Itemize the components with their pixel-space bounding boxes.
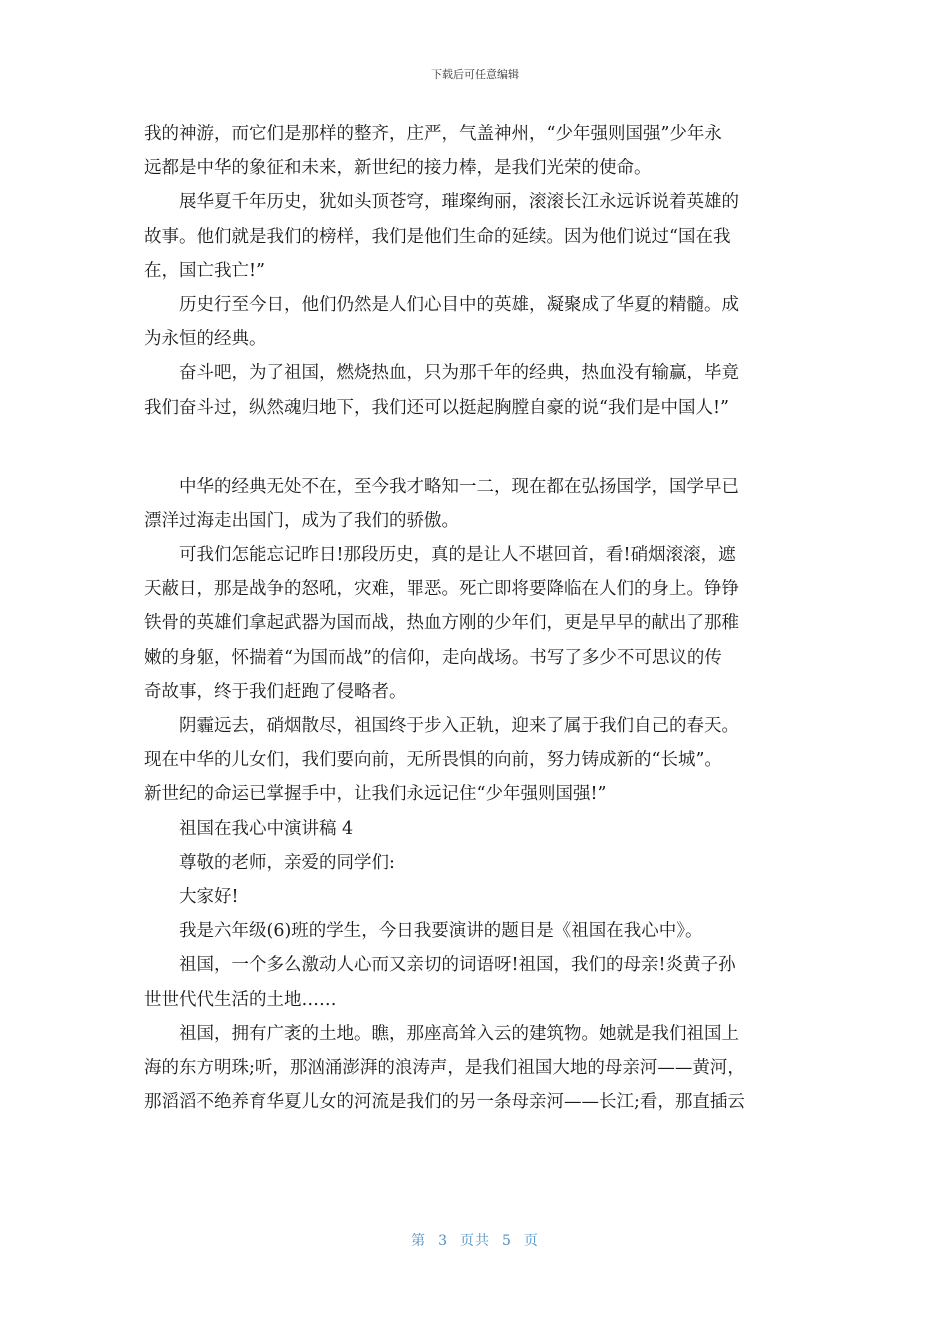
- paragraph-line: 阴霾远去，硝烟散尽，祖国终于步入正轨，迎来了属于我们自己的春天。: [179, 716, 739, 736]
- page-footer: [0, 1230, 950, 1250]
- paragraph-line: 奇故事，终于我们赶跑了侵略者。: [144, 681, 407, 702]
- paragraph-line: 展华夏千年历史，犹如头顶苍穹，璀璨绚丽，滚滚长江永远诉说着英雄的: [179, 192, 739, 213]
- paragraph-line: 海的东方明珠;听，那汹涌澎湃的浪涛声，是我们祖国大地的母亲河——黄河，: [144, 1057, 745, 1078]
- paragraph-line: 我是六年级(6)班的学生，今日我要演讲的题目是《祖国在我心中》。: [179, 921, 703, 942]
- paragraph-line: 现在中华的儿女们，我们要向前，无所畏惧的向前，努力铸成新的“长城”。: [144, 750, 722, 771]
- paragraph-line: 新世纪的命运已掌握手中，让我们永远记住“少年强则国强!”: [144, 784, 607, 805]
- paragraph-gap: [144, 425, 808, 470]
- paragraph-line: 历史行至今日，他们仍然是人们心目中的英雄，凝聚成了华夏的精髓。成: [179, 294, 739, 315]
- paragraph-line: 我们奋斗过，纵然魂归地下，我们还可以挺起胸膛自豪的说“我们是中国人!”: [144, 397, 729, 418]
- paragraph-line: 在，国亡我亡!”: [144, 260, 265, 281]
- paragraph-line: 为永恒的经典。: [144, 329, 267, 350]
- paragraph-line: 那滔滔不绝养育华夏儿女的河流是我们的另一条母亲河——长江;看，那直插云: [144, 1092, 745, 1113]
- document-body: [144, 117, 808, 1119]
- paragraph-line: 嫩的身躯，怀揣着“为国而战”的信仰，走向战场。书写了多少不可思议的传: [144, 647, 722, 668]
- page-header: 下载后可任意编辑: [431, 68, 519, 81]
- paragraph-line: 祖国，一个多么激动人心而又亲切的词语呀!祖国，我们的母亲!炎黄子孙: [179, 955, 736, 976]
- paragraph-line: 我的神游，而它们是那样的整齐，庄严，气盖神州，“少年强则国强”少年永: [144, 124, 722, 144]
- paragraph-line: 世世代代生活的土地……: [144, 989, 337, 1010]
- paragraph-line: 漂洋过海走出国门，成为了我们的骄傲。: [144, 510, 459, 531]
- footer-middle: 页共: [460, 1233, 490, 1249]
- total-page-number: 5: [502, 1233, 512, 1249]
- paragraph-line: 中华的经典无处不在，至今我才略知一二，现在都在弘扬国学，国学早已: [179, 476, 739, 497]
- footer-suffix: 页: [523, 1233, 539, 1249]
- paragraph-line: 奋斗吧，为了祖国，燃烧热血，只为那千年的经典，热血没有输赢，毕竟: [179, 363, 739, 384]
- section-title: 祖国在我心中演讲稿 4: [179, 818, 354, 839]
- paragraph-line: 可我们怎能忘记昨日!那段历史，真的是让人不堪回首，看!硝烟滚滚，遮: [179, 545, 736, 566]
- paragraph-line: 故事。他们就是我们的榜样，我们是他们生命的延续。因为他们说过“国在我: [144, 226, 731, 247]
- paragraph-line: 尊敬的老师，亲爱的同学们:: [179, 852, 395, 873]
- footer-prefix: 第: [411, 1233, 427, 1249]
- paragraph-line: 铁骨的英雄们拿起武器为国而战，热血方刚的少年们，更是早早的献出了那稚: [144, 613, 739, 634]
- paragraph-line: 天蔽日，那是战争的怒吼，灾难，罪恶。死亡即将要降临在人们的身上。铮铮: [144, 579, 739, 600]
- current-page-number: 3: [438, 1233, 448, 1249]
- paragraph-line: 大家好!: [179, 886, 239, 907]
- paragraph-line: 祖国，拥有广袤的土地。瞧，那座高耸入云的建筑物。她就是我们祖国上: [179, 1023, 739, 1044]
- paragraph-line: 远都是中华的象征和未来，新世纪的接力棒，是我们光荣的使命。: [144, 158, 652, 179]
